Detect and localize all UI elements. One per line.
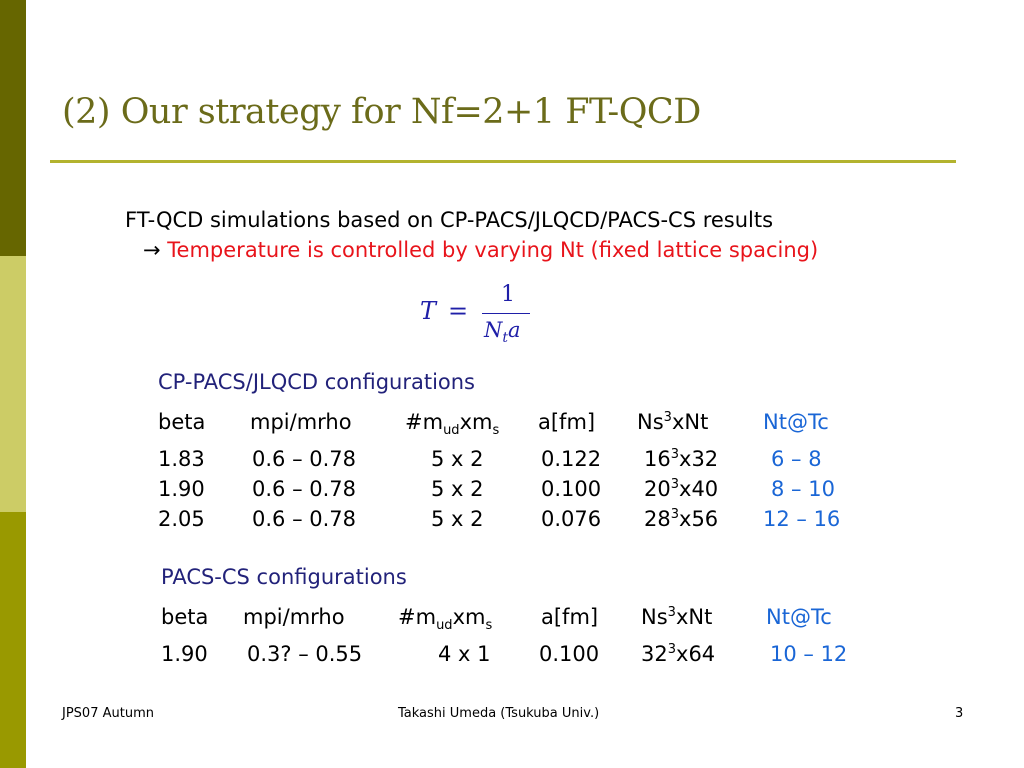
- cp-row-3-a: 0.076: [541, 507, 602, 531]
- formula-numerator: 1: [501, 282, 515, 307]
- footer-center: Takashi Umeda (Tsukuba Univ.): [398, 706, 600, 721]
- cp-header-nttc: Nt@Tc: [763, 410, 829, 434]
- cp-header-mpi: mpi/mrho: [250, 410, 352, 434]
- cp-row-2-ns: $20^3x40$: [644, 477, 719, 501]
- sidebar-band-top: [0, 0, 26, 256]
- cp-row-2-nt: 8 – 10: [771, 477, 835, 501]
- pcs-row-1-nt: 10 – 12: [770, 642, 848, 666]
- pacs-cs-heading: PACS-CS configurations: [161, 565, 407, 589]
- title-underline: [50, 160, 956, 163]
- temperature-formula: [420, 282, 540, 352]
- formula-denominator: $N_ta$: [484, 318, 521, 347]
- cp-pacs-heading: CP-PACS/JLQCD configurations: [158, 370, 475, 394]
- pcs-row-1-mass: 4 x 1: [438, 642, 491, 666]
- cp-row-2-mass: 5 x 2: [431, 477, 484, 501]
- cp-row-2-a: 0.100: [541, 477, 602, 501]
- cp-row-1-beta: 1.83: [158, 447, 205, 471]
- sidebar-band-bottom: [0, 512, 26, 768]
- cp-row-1-a: 0.122: [541, 447, 602, 471]
- cp-header-afm: a[fm]: [538, 410, 596, 434]
- pcs-row-1-beta: 1.90: [161, 642, 208, 666]
- pcs-row-1-mpi: 0.3? – 0.55: [247, 642, 363, 666]
- cp-header-mass: $\#m_{ud}xm_s$: [405, 410, 500, 439]
- slide-title: (2) Our strategy for Nf=2+1 FT-QCD: [62, 92, 701, 132]
- cp-row-1-mpi: 0.6 – 0.78: [252, 447, 357, 471]
- cp-row-3-ns: $28^3x56$: [644, 507, 719, 531]
- cp-header-beta: beta: [158, 410, 206, 434]
- pcs-header-afm: a[fm]: [541, 605, 599, 629]
- footer-left: JPS07 Autumn: [62, 706, 154, 721]
- intro-line-1: FT-QCD simulations based on CP-PACS/JLQCD/PACS-CS results: [125, 208, 774, 232]
- footer-page-number: 3: [955, 706, 964, 721]
- cp-row-1-ns: $16^3x32$: [644, 447, 719, 471]
- cp-row-1-nt: 6 – 8: [771, 447, 822, 471]
- pcs-header-nttc: Nt@Tc: [766, 605, 832, 629]
- pcs-row-1-a: 0.100: [539, 642, 600, 666]
- cp-row-2-beta: 1.90: [158, 477, 205, 501]
- cp-header-ns: Ns$^3$xNt: [637, 410, 709, 434]
- intro-line-2: [143, 238, 818, 262]
- sidebar-band-middle: [0, 256, 26, 512]
- pcs-header-beta: beta: [161, 605, 209, 629]
- pcs-header-ns: Ns$^3$xNt: [641, 605, 713, 629]
- cp-row-3-beta: 2.05: [158, 507, 205, 531]
- cp-row-1-mass: 5 x 2: [431, 447, 484, 471]
- formula-lhs: T: [420, 297, 437, 325]
- cp-row-3-mass: 5 x 2: [431, 507, 484, 531]
- formula-equals: =: [448, 297, 469, 325]
- intro-highlight: Temperature is controlled by varying Nt (fixed lattice spacing): [167, 238, 819, 262]
- pcs-row-1-ns: $32^3x64$: [641, 642, 716, 666]
- cp-row-2-mpi: 0.6 – 0.78: [252, 477, 357, 501]
- cp-row-3-mpi: 0.6 – 0.78: [252, 507, 357, 531]
- cp-row-3-nt: 12 – 16: [763, 507, 841, 531]
- fraction-bar: [482, 313, 530, 314]
- pcs-header-mpi: mpi/mrho: [243, 605, 345, 629]
- pcs-header-mass: $\#m_{ud}xm_s$: [398, 605, 493, 634]
- right-arrow-icon: →: [143, 238, 161, 262]
